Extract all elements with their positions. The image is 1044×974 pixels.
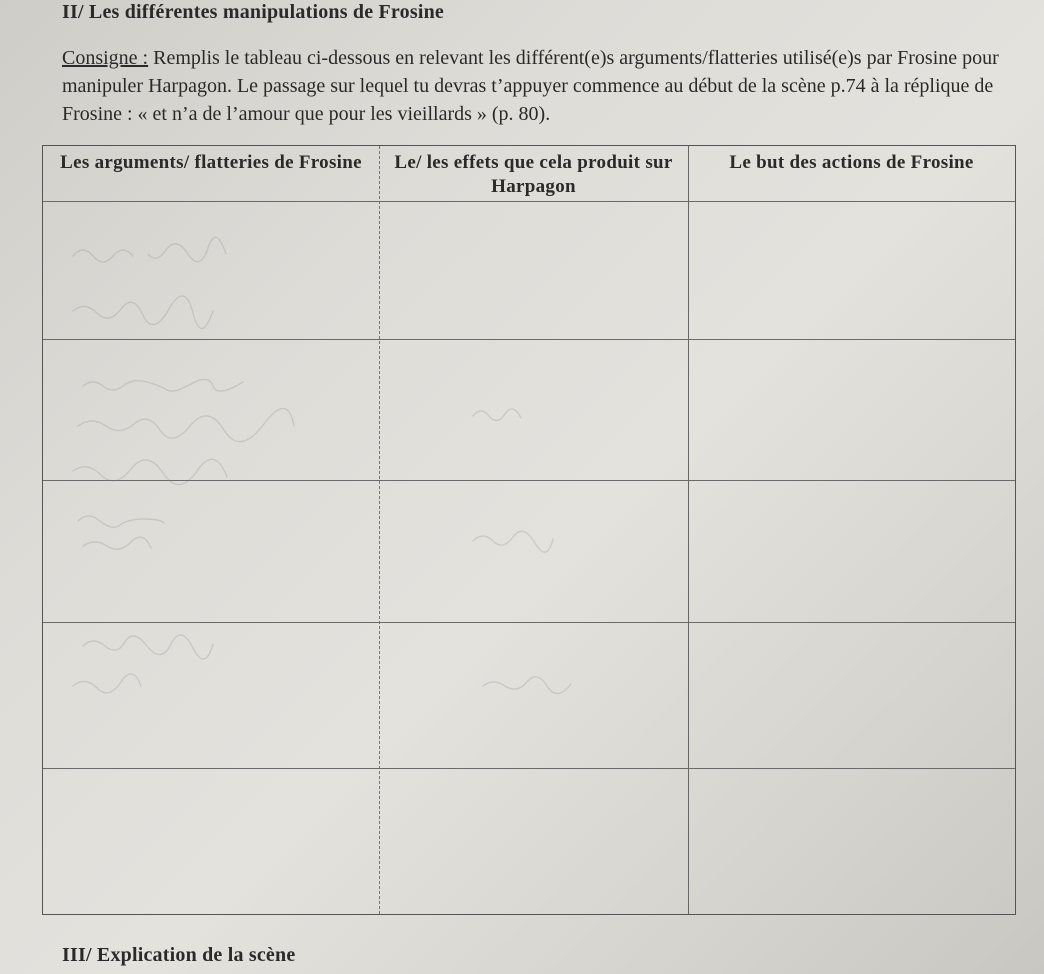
column-header-goal: Le but des actions de Frosine [729, 152, 974, 173]
instructions-paragraph [62, 44, 1022, 128]
column-header-arguments: Les arguments/ flatteries de Frosine [60, 152, 362, 173]
section-2-title: II/ Les différentes manipulations de Frosine [62, 1, 444, 23]
erased-handwriting-marks [53, 236, 693, 796]
table-cell-r4-c3[interactable] [688, 623, 1015, 768]
table-cell-r3-c3[interactable] [688, 481, 1015, 622]
table-cell-r5-c3[interactable] [688, 769, 1015, 914]
instructions-label: Consigne : [62, 47, 149, 69]
column-header-effects: Le/ les effets que cela produit sur Harpagon [394, 152, 673, 197]
table-cell-r1-c3[interactable] [688, 202, 1015, 339]
instructions-text: Remplis le tableau ci-dessous en relevant les différent(e)s arguments/flatteries utilisé(e)s par Frosine pour manipuler Harpagon. Le passage sur lequel tu devras t’appuyer commence au début de la scène p.74 à la réplique de Frosine : « et n’a de l’amour que pour les vieillards » (p. 80). [62, 47, 999, 125]
table-cell-r2-c3[interactable] [688, 340, 1015, 480]
manipulations-table [42, 145, 1016, 915]
section-3-title: III/ Explication de la scène [62, 944, 296, 966]
